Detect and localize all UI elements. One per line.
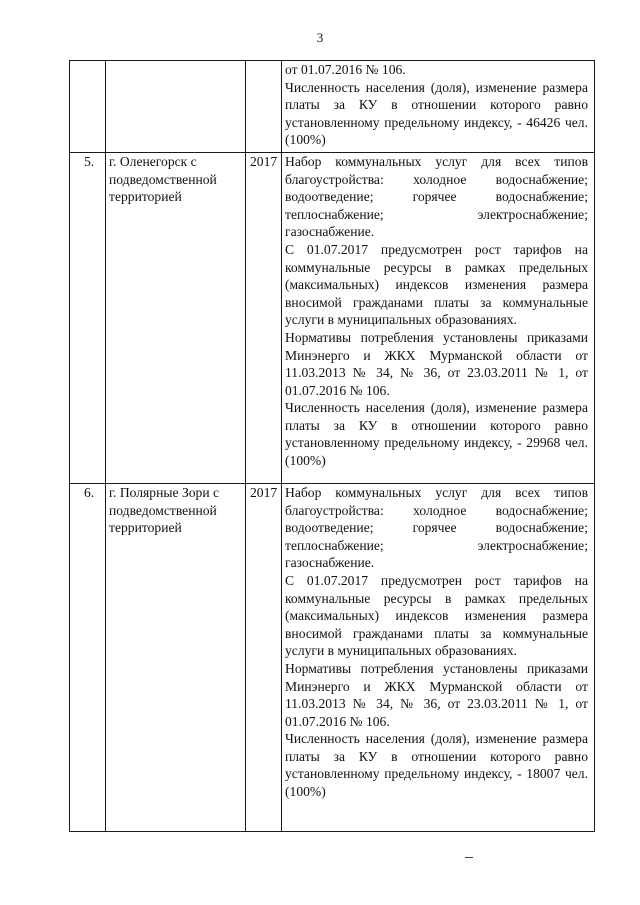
description-paragraph: от 01.07.2016 № 106. bbox=[285, 62, 406, 77]
municipality-cell bbox=[106, 61, 246, 153]
row-number-cell: 6. bbox=[70, 483, 106, 831]
description-paragraph: Численность населения (доля), изменение размера платы за КУ в отношении которого равно установленному предельному индексу, - 29968 чел. (100%) bbox=[285, 400, 588, 469]
table-row-polyarnye-zori bbox=[70, 483, 595, 831]
municipality-cell: г. Оленегорск с подведомственной территорией bbox=[106, 152, 246, 483]
year-cell: 2017 bbox=[246, 152, 282, 483]
description-paragraph: Численность населения (доля), изменение размера платы за КУ в отношении которого равно установленному предельному индексу, - 18007 чел. (100%) bbox=[285, 731, 588, 800]
description-cell bbox=[282, 61, 595, 153]
table-row-continuation bbox=[70, 61, 595, 153]
page-number: 3 bbox=[316, 30, 324, 45]
year-cell: 2017 bbox=[246, 483, 282, 831]
description-paragraph: Набор коммунальных услуг для всех типов благоустройства: холодное водоснабжение; водоотведение; горячее водоснабжение; теплоснабжение; электроснабжение; газоснабжение. bbox=[285, 153, 588, 240]
bottom-dash-mark bbox=[465, 857, 473, 858]
table-row-olenegorsk bbox=[70, 152, 595, 483]
description-paragraph: Нормативы потребления установлены приказами Минэнерго и ЖКХ Мурманской области от 11.03.2013 № 34, № 36, от 23.03.2011 № 1, от 01.07.2016 № 106. bbox=[285, 329, 588, 398]
description-cell bbox=[282, 483, 595, 831]
description-paragraph: С 01.07.2017 предусмотрен рост тарифов на коммунальные ресурсы в рамках предельных (максимальных) индексов изменения размера вносимой гражданами платы за коммунальные услуги в муниципальных образованиях. bbox=[285, 241, 588, 328]
description-paragraph: Численность населения (доля), изменение размера платы за КУ в отношении которого равно установленному предельному индексу, - 46426 чел. (100%) bbox=[285, 79, 588, 148]
row-number-cell: 5. bbox=[70, 152, 106, 483]
description-paragraph: Набор коммунальных услуг для всех типов благоустройства: холодное водоснабжение; водоотведение; горячее водоснабжение; теплоснабжение; электроснабжение; газоснабжение. bbox=[285, 484, 588, 571]
description-paragraph: С 01.07.2017 предусмотрен рост тарифов на коммунальные ресурсы в рамках предельных (максимальных) индексов изменения размера вносимой гражданами платы за коммунальные услуги в муниципальных образованиях. bbox=[285, 572, 588, 659]
tariff-table bbox=[69, 60, 595, 832]
year-cell bbox=[246, 61, 282, 153]
description-paragraph: Нормативы потребления установлены приказами Минэнерго и ЖКХ Мурманской области от 11.03.2013 № 34, № 36, от 23.03.2011 № 1, от 01.07.2016 № 106. bbox=[285, 660, 588, 729]
description-cell bbox=[282, 152, 595, 483]
row-number-cell bbox=[70, 61, 106, 153]
municipality-cell: г. Полярные Зори с подведомственной территорией bbox=[106, 483, 246, 831]
